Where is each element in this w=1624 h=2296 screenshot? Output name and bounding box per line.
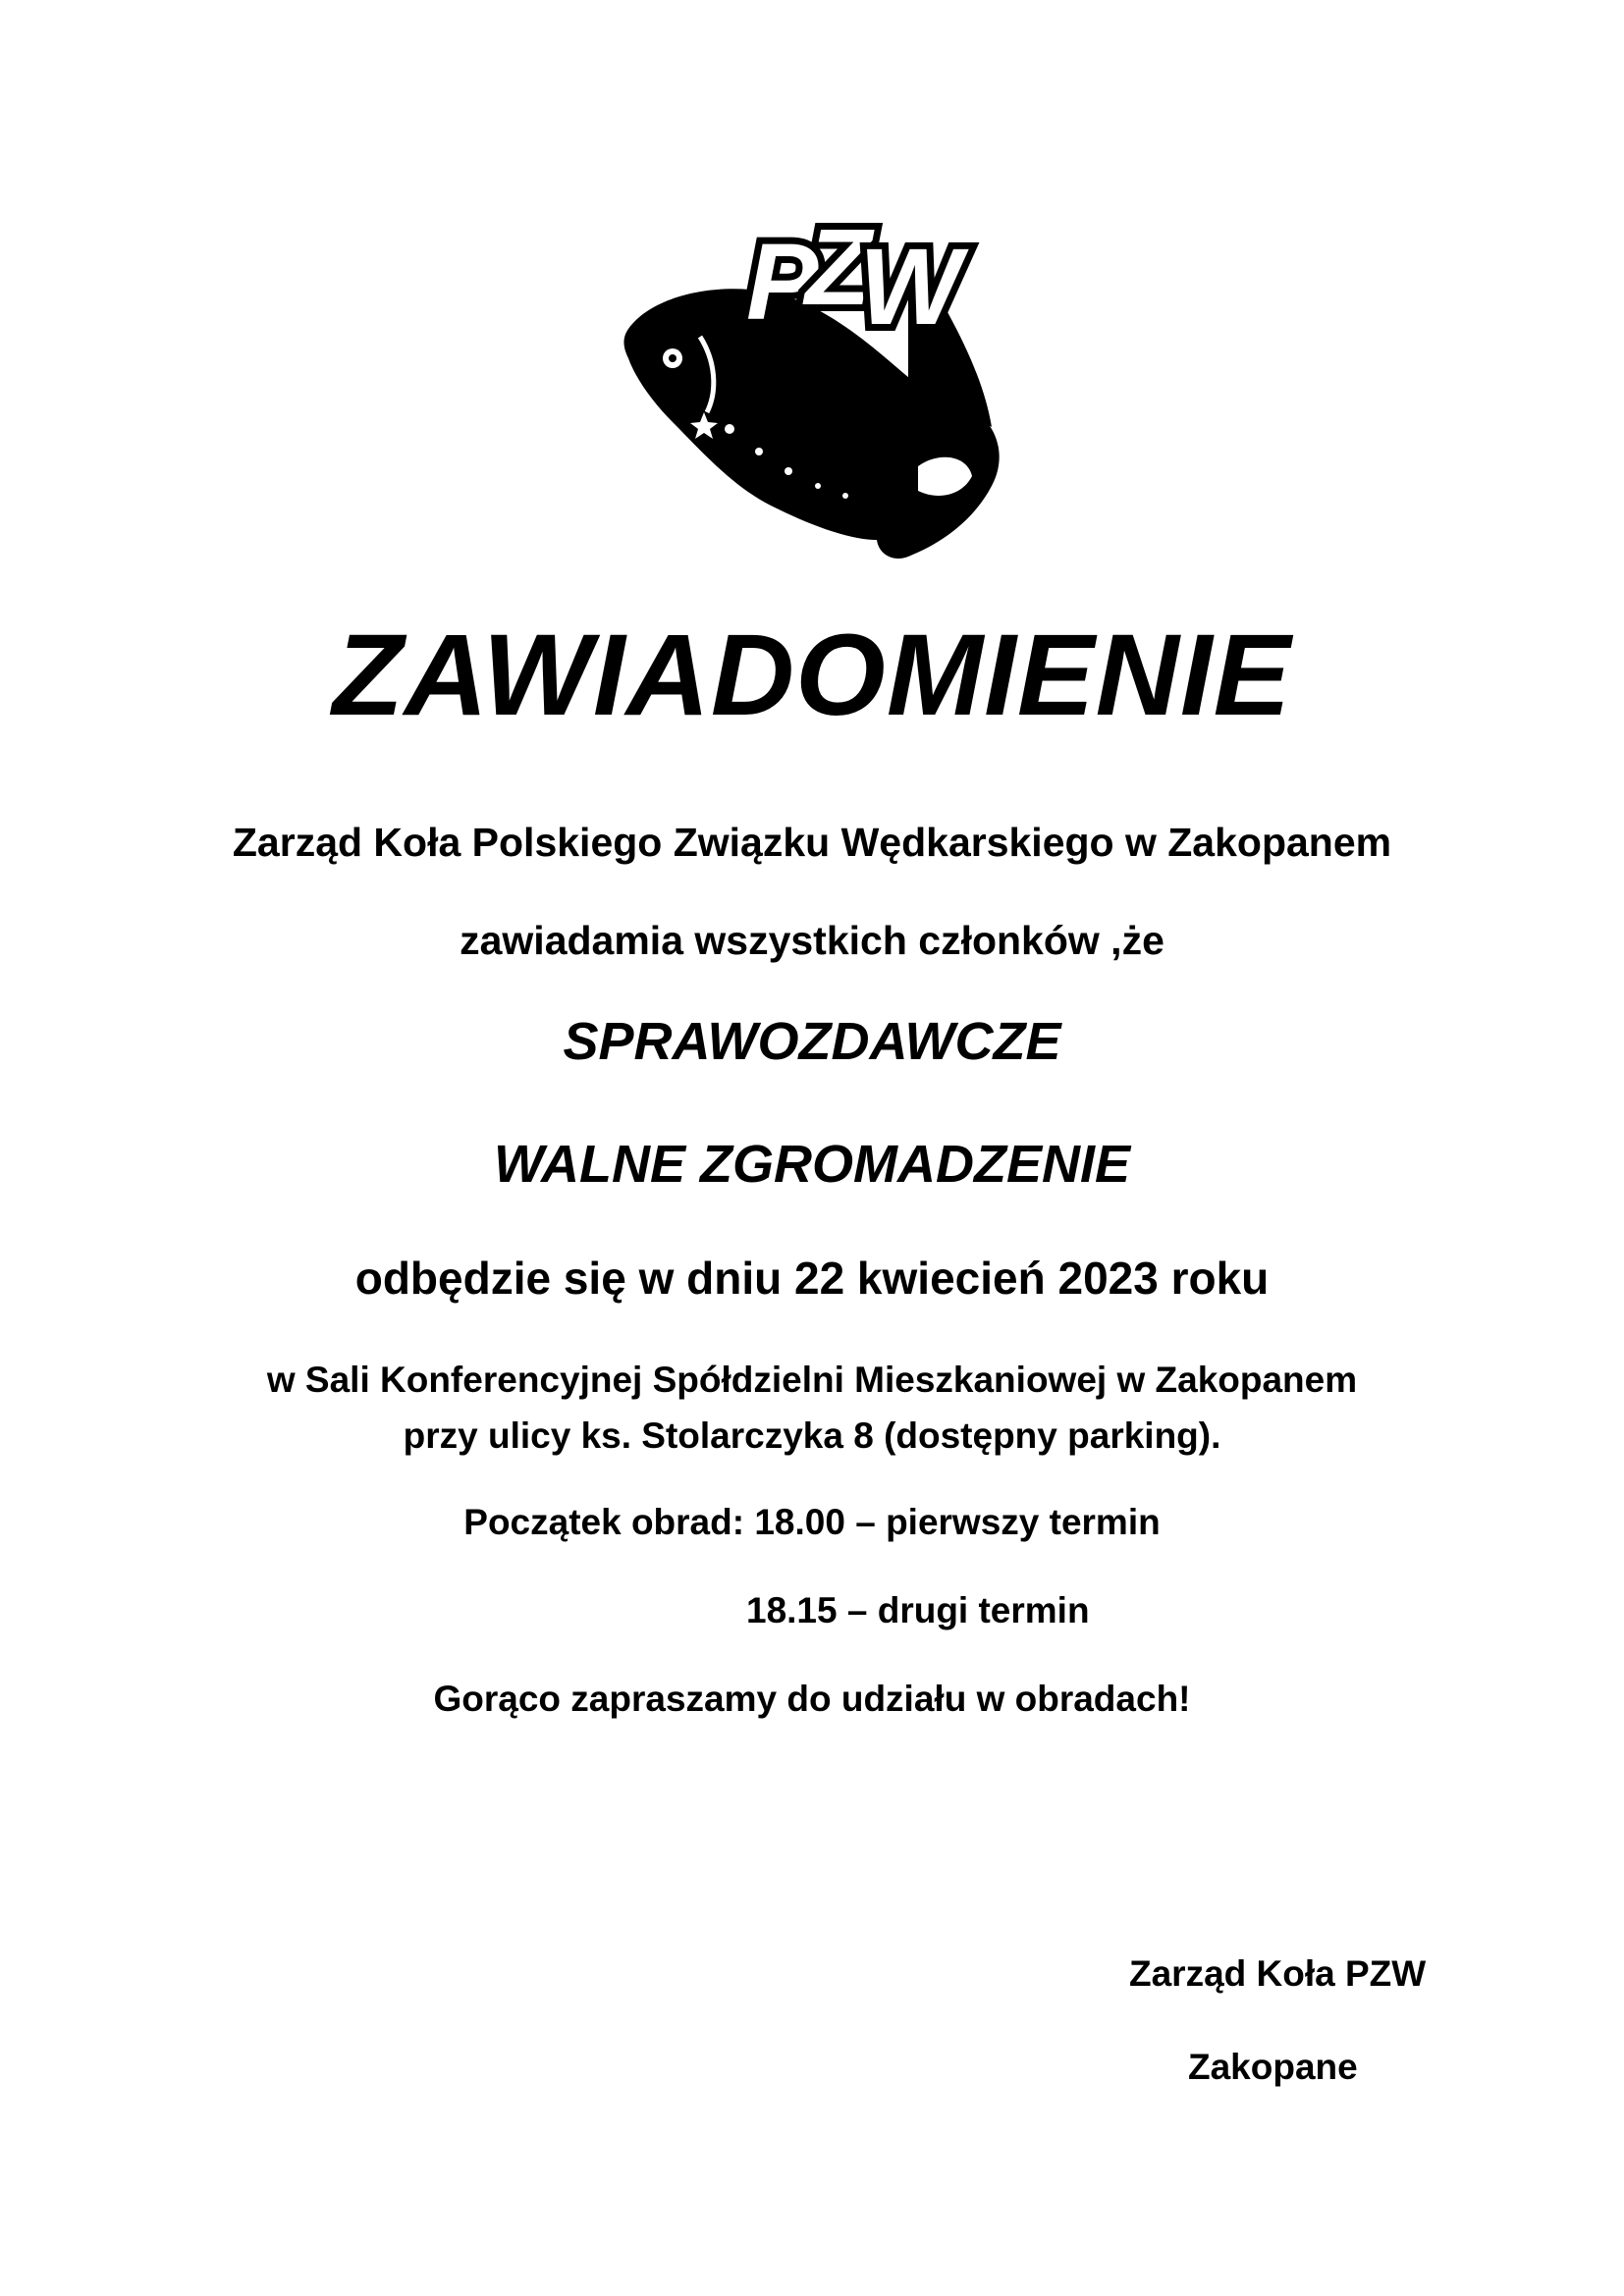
svg-text:W: W	[859, 227, 961, 347]
svg-text:Z: Z	[805, 207, 872, 328]
notice-title: ZAWIADOMIENIE	[332, 611, 1292, 740]
signature-line-2: Zakopane	[1188, 2047, 1358, 2087]
notify-line: zawiadamia wszystkich członków ,że	[460, 918, 1164, 963]
signature-line-1: Zarząd Koła PZW	[1129, 1953, 1427, 1994]
svg-text:P: P	[746, 222, 819, 343]
pzw-fish-logo-icon	[614, 201, 1026, 564]
time-first-term: Początek obrad: 18.00 – pierwszy termin	[463, 1502, 1161, 1542]
venue-line-1: w Sali Konferencyjnej Spółdzielni Mieszkaniowej w Zakopanem	[266, 1360, 1358, 1400]
time-second-term: 18.15 – drugi termin	[746, 1590, 1090, 1630]
venue-line-2: przy ulicy ks. Stolarczyka 8 (dostępny parking).	[403, 1415, 1221, 1456]
event-line-1: SPRAWOZDAWCZE	[563, 1012, 1061, 1071]
invitation-line: Gorąco zapraszamy do udziału w obradach!	[433, 1679, 1191, 1719]
event-line-2: WALNE ZGROMADZENIE	[494, 1135, 1130, 1194]
date-line: odbędzie się w dniu 22 kwiecień 2023 roku	[354, 1253, 1270, 1304]
board-line: Zarząd Koła Polskiego Związku Wędkarskiego w Zakopanem	[232, 820, 1392, 865]
